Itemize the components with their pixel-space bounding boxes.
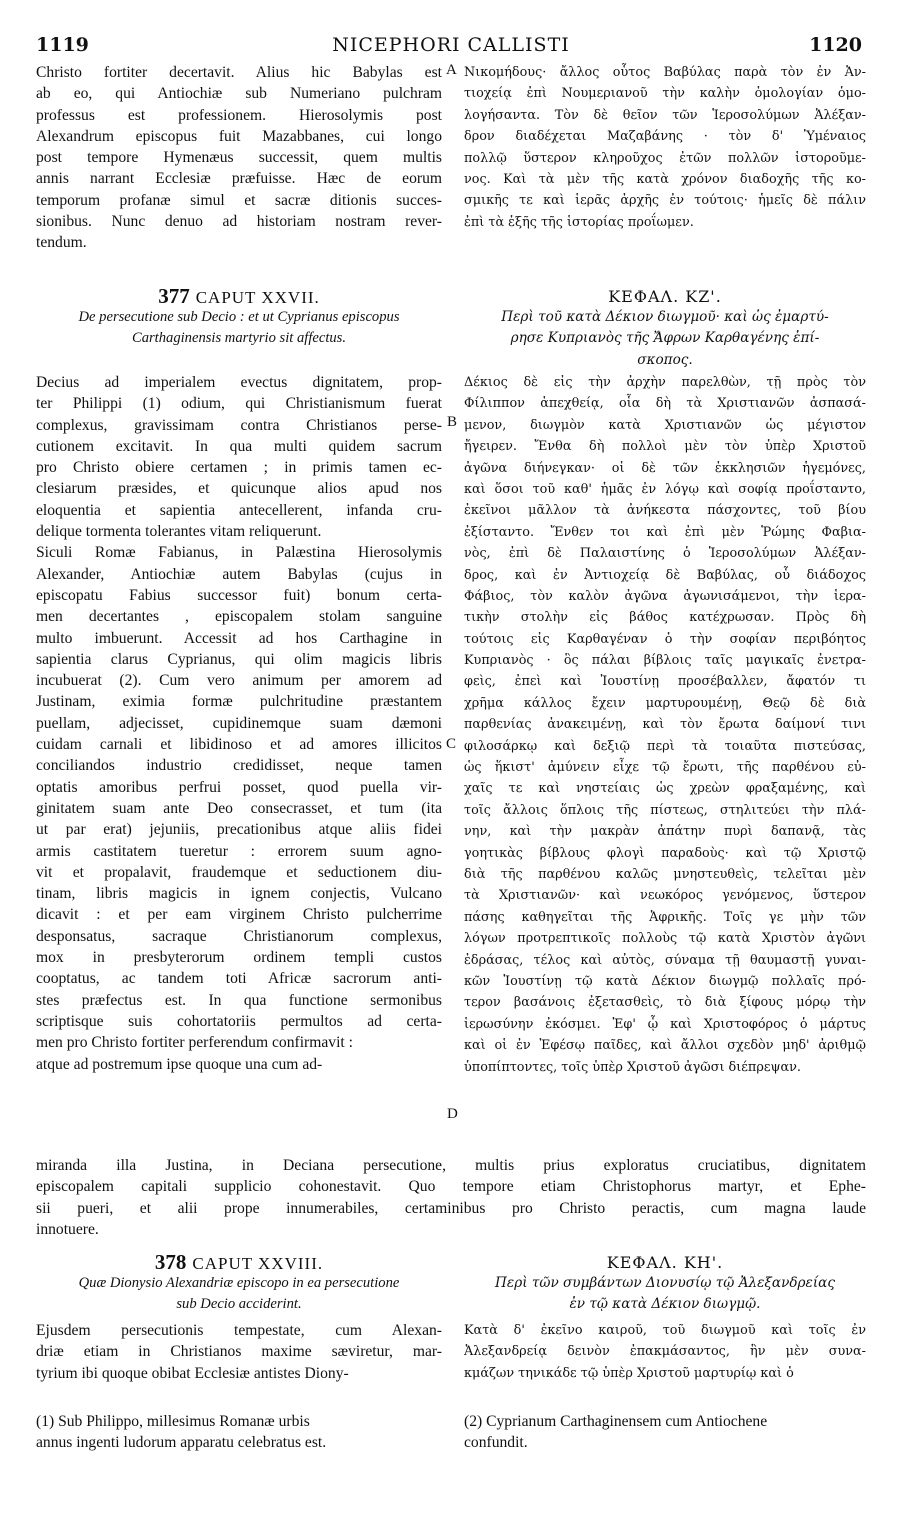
text-line: ἐξίσταντο. Ἔνθεν τοι καὶ ἐπὶ μὲν Ῥώμης Φαβια- <box>464 524 866 540</box>
text-line: κμάζων τηνικάδε τῷ ὑπὲρ Χριστοῦ μαρτυρίῳ καὶ ὁ <box>464 1365 794 1381</box>
text-line: ἀγῶνα διήνεγκαν· οἱ δὲ τῶν ἐκκλησιῶν ἡγεμόνες, <box>464 460 866 476</box>
text-line: post tempore Hymenæus successit, quem multis <box>36 149 442 167</box>
text-line: ἤγειρεν. Ἔνθα δὴ πολλοὶ μὲν τὸν ὑπὲρ Χριστοῦ <box>464 439 866 455</box>
text-line: dicavit : et per eam virginem Christo pulcherrime <box>36 906 442 924</box>
text-line: men decertantes , episcopalem stolam sanguine <box>36 608 442 626</box>
footnote-left <box>36 1412 442 1455</box>
text-line: κῶν Ἰουστίνῃ τῷ κατὰ Δέκιον διωγμῷ πολλαῖς πρό- <box>464 973 866 989</box>
page-number-right: 1120 <box>809 34 862 56</box>
chapter-378-number: 378 <box>154 1250 187 1274</box>
text-line: χρῆμα κάλλος ἔχειν μαρτυρουμένῃ, Θεῷ δὲ διὰ <box>464 695 866 711</box>
text-line: cuidam carnali et libidinoso et ad amores illicitos <box>36 736 442 754</box>
text-line: ὑποπίπτοντες, τοῖς ὑπὲρ Χριστοῦ ἀγῶσι διέπρεψαν. <box>464 1059 801 1075</box>
chapter-378-title: CAPUT XXVIII. <box>192 1254 324 1273</box>
text-line: χαῖς τε καὶ νηστείαις ὡς χρεὼν φραξαμένης, καὶ <box>464 781 866 797</box>
latin-continuation <box>36 62 442 254</box>
text-line: complexus, gravissimam contra Christianos perse- <box>36 416 442 434</box>
chapter-378-latin-text <box>36 1320 442 1384</box>
text-line: Siculi Romæ Fabianus, in Palæstina Hierosolymis <box>36 544 442 562</box>
text-line: γοητικὰς βίβλους φλογὶ παραδοὺς· καὶ τῷ Χριστῷ <box>464 845 866 861</box>
text-line: δρος, καὶ ἐν Ἀντιοχείᾳ δὲ Βαβύλας, οὗ διάδοχος <box>464 567 866 583</box>
text-line: annus ingenti ludorum apparatu celebratus est. <box>36 1434 327 1452</box>
greek-continuation <box>464 62 866 233</box>
text-line: cooptatus, ac tandem toti Africæ sacrorum anti- <box>36 970 442 988</box>
footnote-right <box>464 1412 866 1455</box>
text-line: tinam, libris magicis in ignem conjectis, Vulcano <box>36 885 442 903</box>
text-line: episcopalem capitali supplicio cohonestavit. Quo tempore etiam Christophorus martyr, et Ephe- <box>36 1178 866 1196</box>
text-line: ἐκεῖνοι μᾶλλον τὰ ἀνήκεστα πάσχοντες, τοῦ βίου <box>464 503 866 519</box>
text-line: conciliandos industrio credidisset, neque tamen <box>36 757 442 775</box>
text-line: ἐδράσας, τέλος καὶ αὐτὸς, σύναμα τῇ θαυμαστῇ γυναι- <box>464 952 866 968</box>
text-line: (2) Cyprianum Carthaginensem cum Antiochene <box>464 1413 768 1430</box>
text-line: δρον διαδέχεται Μαζαβάνης · τὸν δ' Ὑμέναιος <box>464 129 866 145</box>
text-line: Δέκιος δὲ εἰς τὴν ἀρχὴν παρελθὼν, τῇ πρὸς τὸν <box>464 375 866 390</box>
text-line: innotuere. <box>36 1221 99 1238</box>
text-line: ab eo, qui Antiochiæ sub Numeriano pulchram <box>36 85 442 103</box>
text-line: φεὶς, ἐπεὶ καὶ Ἰουστίνῃ προσέβαλλεν, ἄφατόν τι <box>464 674 866 690</box>
chapter-378-greek-text <box>464 1320 866 1384</box>
text-line: multo imbuerunt. Accessit ad hos Carthagine in <box>36 629 442 647</box>
text-line: mox in presbyterorum ordinem templi custos <box>36 949 442 967</box>
text-line: tendum. <box>36 234 87 252</box>
text-line: ρησε Κυπριανὸς τῆς Ἄφρων Καρθαγένης ἐπί- <box>510 330 820 347</box>
text-line: ἐν τῷ κατὰ Δέκιον διωγμῷ. <box>569 1296 761 1313</box>
chapter-377-subtitle <box>36 309 442 352</box>
text-line: μενον, διωγμὸν κατὰ Χριστιανῶν ὡς μέγιστον <box>464 417 866 433</box>
text-line: optatis amoribus perfrui posset, quod puella vir- <box>36 778 442 796</box>
text-line: λόγων προτρεπτικοῖς πολλοὺς τῷ κατὰ Χριστὸν ἀγῶνι <box>464 931 866 947</box>
running-header <box>0 34 902 60</box>
text-line: Decius ad imperialem evectus dignitatem, prop- <box>36 374 442 391</box>
text-line: ἱερωσύνην ἐκόσμει. Ἐφ' ᾧ καὶ Χριστοφόρος ὁ μάρτυς <box>464 1016 866 1032</box>
text-line: miranda illa Justina, in Deciana persecutione, multis prius exploratus cruciatibus, dignitatem <box>36 1157 866 1174</box>
margin-marker-c: C <box>446 736 457 752</box>
text-line: ὡς ἥκιστ' ἀμύνειν εἶχε τῷ ἔρωτι, τῆς παρθένου εὐ- <box>464 760 866 776</box>
text-line: tyrium ibi quoque obibat Ecclesiæ antistes Diony- <box>36 1364 349 1382</box>
text-line: sionibus. Nunc denuo ad historiam nostram rever- <box>36 213 442 231</box>
chapter-377-last-line <box>36 1219 866 1240</box>
chapter-377-greek-text <box>464 372 866 1078</box>
text-line: Κατὰ δ' ἐκεῖνο καιροῦ, τοῦ διωγμοῦ καὶ τοῖς ἐν <box>464 1323 866 1338</box>
text-line: τούτοις εἰς Καρθαγέναν ὁ τὴν σοφίαν περιβόητος <box>464 631 866 647</box>
text-line: ginitatem suam ante Deo consecrasset, et tum (ita <box>36 799 442 817</box>
chapter-377-latin-text <box>36 372 442 1075</box>
text-line: ter Philippi (1) odium, qui Christianismum fuerat <box>36 395 442 413</box>
text-line: Ἀλεξανδρείᾳ δεινὸν ἐπακμάσαντος, ἣν μὲν συνα- <box>464 1344 866 1360</box>
chapter-378-subtitle <box>36 1275 442 1318</box>
text-line: temporum profanæ simul et sacræ ditionis succes- <box>36 191 442 209</box>
text-line: atque ad postremum ipse quoque una cum ad- <box>36 1055 323 1073</box>
text-line: sub Decio acciderint. <box>176 1296 302 1313</box>
chapter-378-greek-heading: ΚΕΦΑΛ. ΚΗ'. <box>606 1253 724 1272</box>
margin-marker-d: D <box>447 1106 458 1122</box>
text-line: confundit. <box>464 1434 528 1452</box>
text-line: sii pueri, et alii prope innumerabiles, certaminibus pro Christo peractis, cum magna laude <box>36 1199 866 1217</box>
text-line: Περὶ τῶν συμβάντων Διονυσίῳ τῷ Ἀλεξανδρείας <box>495 1275 835 1291</box>
text-line: cutionem excitavit. In qua multi quidem sacrum <box>36 437 442 455</box>
text-line: stes præfectus est. In qua functione sermonibus <box>36 991 442 1009</box>
text-line: πάσης καθηγεῖται τῆς Ἀφρικῆς. Τοῖς γε μὴν τῶν <box>464 909 866 925</box>
chapter-378-greek-subtitle <box>464 1275 866 1318</box>
text-line: σκοπος. <box>637 351 693 368</box>
margin-marker-a: A <box>446 62 457 78</box>
text-line: σμικῆς τε καὶ ἱερᾶς ἀρχῆς ἐν τούτοις· ἡμεῖς δὲ πάλιν <box>464 193 866 209</box>
text-line: τοῖς ἄλλοις ὅπλοις τῆς πίστεως, στηλιτεύει τὴν πλά- <box>464 802 866 818</box>
text-line: τικὴν στολὴν εἰς βάθος κατέχρωσαν. Πρὸς δὴ <box>464 610 866 626</box>
text-line: νην, καὶ τὴν μακρὰν ἀπάτην πυρὶ δαπανᾷ, τὰς <box>464 824 866 840</box>
text-line: πολλῷ ὕστερον κληροῦχος ἐτῶν πολλῶν ἱστοροῦμε- <box>464 150 866 166</box>
text-line: λογήσαντα. Τὸν δὲ θεῖον τῶν Ἱεροσολύμων Ἀλέξαν- <box>464 107 866 123</box>
text-line: professus est professionem. Hierosolymis post <box>36 106 442 124</box>
chapter-377-number: 377 <box>158 284 190 308</box>
text-line: ut par erat) jejuniis, precationibus atque aliis fidei <box>36 821 442 839</box>
text-line: pro Christo obiere certamen ; in primis tamen ec- <box>36 459 442 477</box>
text-line: τερον βασάνοις ἐξετασθεὶς, τὸ διὰ ξίφους μόρῳ τὴν <box>464 995 866 1011</box>
text-line: νος. Καὶ τὰ μὲν τῆς κατὰ χρόνον διαδοχῆς τῆς κο- <box>464 171 866 187</box>
chapter-378-heading <box>36 1250 442 1275</box>
chapter-377-title: CAPUT XXVII. <box>195 288 320 307</box>
chapter-377-greek-heading: ΚΕΦΑΛ. ΚΖ'. <box>608 287 722 306</box>
text-line: φιλοσάρκῳ καὶ δεξιῷ περὶ τὰ τοιαῦτα πιστεύσας, <box>464 738 866 754</box>
margin-marker-b: B <box>447 414 458 430</box>
text-line: vit et propalavit, fraudemque et seductionem diu- <box>36 863 442 881</box>
text-line: Christo fortiter decertavit. Alius hic Babylas est <box>36 64 442 81</box>
page-number-left: 1119 <box>36 34 89 56</box>
text-line: sapientia clarus Cyprianus, qui olim magicis libris <box>36 650 442 668</box>
text-line: Ejusdem persecutionis tempestate, cum Alexan- <box>36 1322 442 1339</box>
text-line: ἐπὶ τὰ ἑξῆς τῆς ἱστορίας προΐωμεν. <box>464 214 694 230</box>
text-line: clesiarum præsides, et quicunque alios apud nos <box>36 480 442 498</box>
text-line: Κυπριανὸς · ὃς πάλαι βίβλοις ταῖς μαγικαῖς ἐνετρα- <box>464 653 866 669</box>
text-line: incubuerat (2). Cum vero animum per amorem ad <box>36 672 442 690</box>
text-line: Alexander, Antiochiæ autem Babylas (cujus in <box>36 565 442 583</box>
text-line: Quæ Dionysio Alexandriæ episcopo in ea persecutione <box>78 1275 400 1291</box>
text-line: (1) Sub Philippo, millesimus Romanæ urbis <box>36 1413 310 1430</box>
text-line: men pro Christo fortiter perferendum confirmavit : <box>36 1034 353 1052</box>
text-line: Carthaginensis martyrio sit affectus. <box>131 330 347 347</box>
text-line: Alexandrum episcopus fuit Mazabbanes, cui longo <box>36 127 442 145</box>
text-line: τιοχείᾳ ἐπὶ Νουμεριανοῦ τὴν καλὴν ὁμολογίαν ὁμο- <box>464 86 866 102</box>
text-line: τὰ Χριστιανῶν· καὶ νεωκόρος γενόμενος, ὕστερον <box>464 888 866 904</box>
text-line: delique tormenta tolerantes vitam reliquerunt. <box>36 523 322 541</box>
text-line: eloquentia et sapientia antecellerent, infanda cru- <box>36 501 442 519</box>
text-line: De persecutione sub Decio : et ut Cyprianus episcopus <box>78 309 400 325</box>
running-title: NICEPHORI CALLISTI <box>332 34 570 56</box>
text-line: καὶ ὅσοι τοῦ καθ' ἡμᾶς ἐν λόγῳ καὶ σοφίᾳ προΐσταντο, <box>464 481 866 497</box>
text-line: armis castitatem tueretur : errorem suum agno- <box>36 842 442 860</box>
text-line: καὶ οἱ ἐν Ἐφέσῳ παῖδες, καὶ ἄλλοι σχεδὸν μηδ' ἀριθμῷ <box>464 1038 866 1054</box>
text-line: puellam, adjecisset, cupidinemque suam dæmoni <box>36 714 442 732</box>
chapter-377-greek-subtitle <box>464 309 866 373</box>
text-line: episcopatu Fabius successor fuit) bonum certa- <box>36 586 442 604</box>
text-line: desponsatus, sacraque Christianorum complexus, <box>36 927 442 945</box>
text-line: Νικομήδους· ἄλλος οὗτος Βαβύλας παρὰ τὸν ἐν Ἀν- <box>464 65 866 80</box>
text-line: annis narrant Ecclesiæ præfuisse. Hæc de eorum <box>36 170 442 188</box>
text-line: Justinam, eximia formæ pulchritudine præstantem <box>36 693 442 711</box>
text-line: scriptisque suis cohortatoriis permultos ad certa- <box>36 1012 442 1030</box>
chapter-377-full-width-text <box>36 1155 866 1219</box>
text-line: Φίλιππον ἀπεχθείᾳ, οἷα δὴ τὰ Χριστιανῶν ἀσπασά- <box>464 396 866 412</box>
text-line: νὸς, ἐπὶ δὲ Παλαιστίνης ὁ Ἱεροσολύμων Ἀλέξαν- <box>464 546 866 562</box>
text-line: driæ etiam in Christianos maxime sæviretur, mar- <box>36 1343 442 1361</box>
chapter-377-heading <box>36 284 442 309</box>
text-line: παρθενίας ἀνακειμένῃ, καὶ τὸν ἔρωτα δαίμονί τινι <box>464 717 866 733</box>
text-line: διὰ τῆς παρθένου καλῶς μνηστευθεὶς, τελεῖται μὲν <box>464 866 866 882</box>
text-line: Φάβιος, τὸν καλὸν ἀγῶνα ἀγωνισάμενοι, τὴν ἱερα- <box>464 588 866 604</box>
text-line: Περὶ τοῦ κατὰ Δέκιον διωγμοῦ· καὶ ὡς ἐμαρτύ- <box>501 309 829 325</box>
